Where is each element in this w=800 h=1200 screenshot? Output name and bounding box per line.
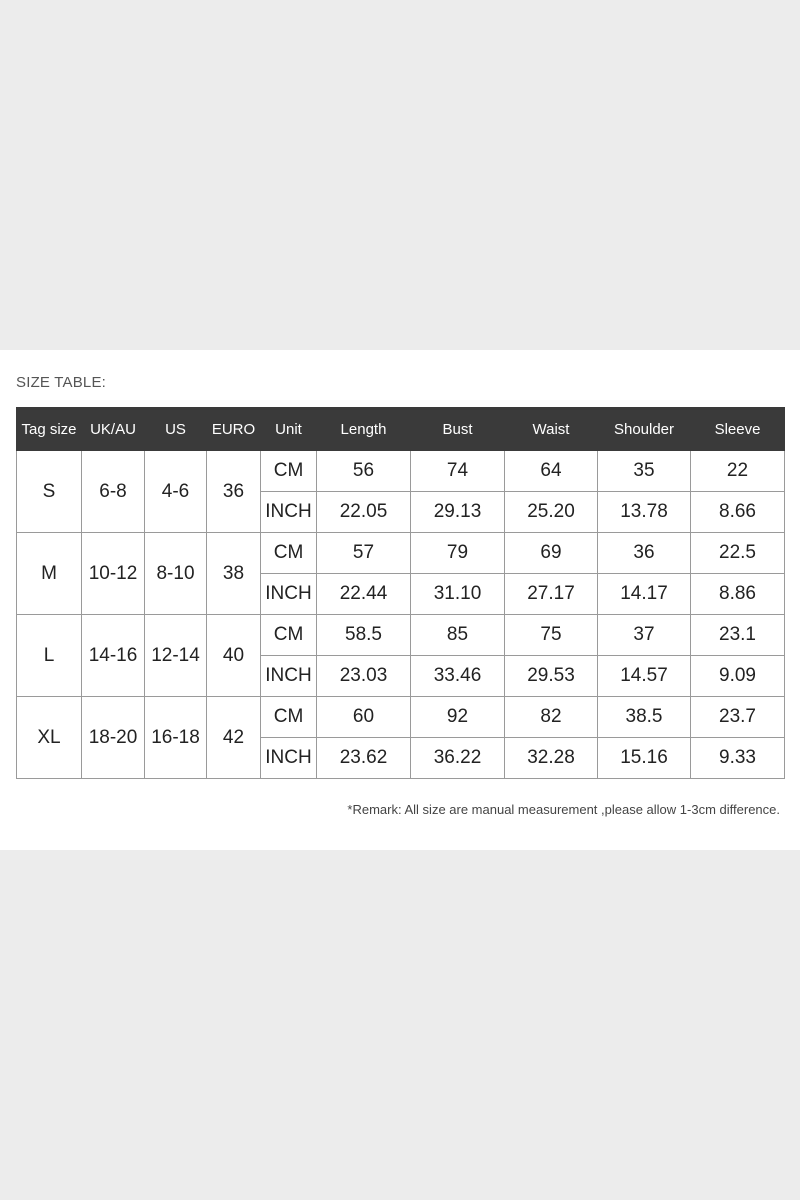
shoulder-cell: 13.78: [598, 492, 691, 533]
waist-cell: 82: [505, 697, 598, 738]
shoulder-cell: 38.5: [598, 697, 691, 738]
table-row: [17, 451, 785, 492]
waist-cell: 27.17: [505, 574, 598, 615]
unit-cell: INCH: [261, 492, 317, 533]
euro-cell: 36: [207, 451, 261, 533]
euro-cell: 40: [207, 615, 261, 697]
sleeve-cell: 8.66: [691, 492, 785, 533]
uk-au-cell: 18-20: [82, 697, 145, 779]
waist-cell: 75: [505, 615, 598, 656]
sleeve-cell: 23.7: [691, 697, 785, 738]
us-cell: 8-10: [145, 533, 207, 615]
sleeve-cell: 22.5: [691, 533, 785, 574]
euro-cell: 38: [207, 533, 261, 615]
header-uk-au: UK/AU: [82, 408, 145, 451]
table-row: [17, 697, 785, 738]
tag-size-cell: XL: [17, 697, 82, 779]
shoulder-cell: 15.16: [598, 738, 691, 779]
length-cell: 23.62: [317, 738, 411, 779]
uk-au-cell: 14-16: [82, 615, 145, 697]
header-length: Length: [317, 408, 411, 451]
size-table-card: [0, 350, 800, 850]
header-row: [17, 408, 785, 451]
unit-cell: CM: [261, 615, 317, 656]
shoulder-cell: 35: [598, 451, 691, 492]
header-tag-size: Tag size: [17, 408, 82, 451]
table-row: [17, 533, 785, 574]
unit-cell: CM: [261, 697, 317, 738]
length-cell: 58.5: [317, 615, 411, 656]
waist-cell: 32.28: [505, 738, 598, 779]
header-shoulder: Shoulder: [598, 408, 691, 451]
tag-size-cell: S: [17, 451, 82, 533]
sleeve-cell: 9.09: [691, 656, 785, 697]
remark-note: *Remark: All size are manual measurement ,please allow 1-3cm difference.: [347, 802, 780, 817]
length-cell: 22.44: [317, 574, 411, 615]
sleeve-cell: 23.1: [691, 615, 785, 656]
length-cell: 56: [317, 451, 411, 492]
tag-size-cell: L: [17, 615, 82, 697]
waist-cell: 29.53: [505, 656, 598, 697]
euro-cell: 42: [207, 697, 261, 779]
bust-cell: 79: [411, 533, 505, 574]
size-table: [16, 407, 785, 779]
uk-au-cell: 10-12: [82, 533, 145, 615]
sleeve-cell: 22: [691, 451, 785, 492]
length-cell: 23.03: [317, 656, 411, 697]
sleeve-cell: 9.33: [691, 738, 785, 779]
uk-au-cell: 6-8: [82, 451, 145, 533]
bust-cell: 33.46: [411, 656, 505, 697]
waist-cell: 69: [505, 533, 598, 574]
bust-cell: 31.10: [411, 574, 505, 615]
bust-cell: 36.22: [411, 738, 505, 779]
header-us: US: [145, 408, 207, 451]
length-cell: 22.05: [317, 492, 411, 533]
bust-cell: 92: [411, 697, 505, 738]
unit-cell: CM: [261, 533, 317, 574]
header-unit: Unit: [261, 408, 317, 451]
length-cell: 60: [317, 697, 411, 738]
bust-cell: 29.13: [411, 492, 505, 533]
shoulder-cell: 14.57: [598, 656, 691, 697]
us-cell: 16-18: [145, 697, 207, 779]
bust-cell: 74: [411, 451, 505, 492]
shoulder-cell: 14.17: [598, 574, 691, 615]
header-euro: EURO: [207, 408, 261, 451]
bust-cell: 85: [411, 615, 505, 656]
unit-cell: INCH: [261, 656, 317, 697]
us-cell: 12-14: [145, 615, 207, 697]
header-bust: Bust: [411, 408, 505, 451]
us-cell: 4-6: [145, 451, 207, 533]
waist-cell: 64: [505, 451, 598, 492]
header-sleeve: Sleeve: [691, 408, 785, 451]
size-table-title: SIZE TABLE:: [16, 374, 107, 391]
unit-cell: CM: [261, 451, 317, 492]
unit-cell: INCH: [261, 574, 317, 615]
table-row: [17, 615, 785, 656]
shoulder-cell: 36: [598, 533, 691, 574]
tag-size-cell: M: [17, 533, 82, 615]
length-cell: 57: [317, 533, 411, 574]
shoulder-cell: 37: [598, 615, 691, 656]
sleeve-cell: 8.86: [691, 574, 785, 615]
unit-cell: INCH: [261, 738, 317, 779]
header-waist: Waist: [505, 408, 598, 451]
waist-cell: 25.20: [505, 492, 598, 533]
